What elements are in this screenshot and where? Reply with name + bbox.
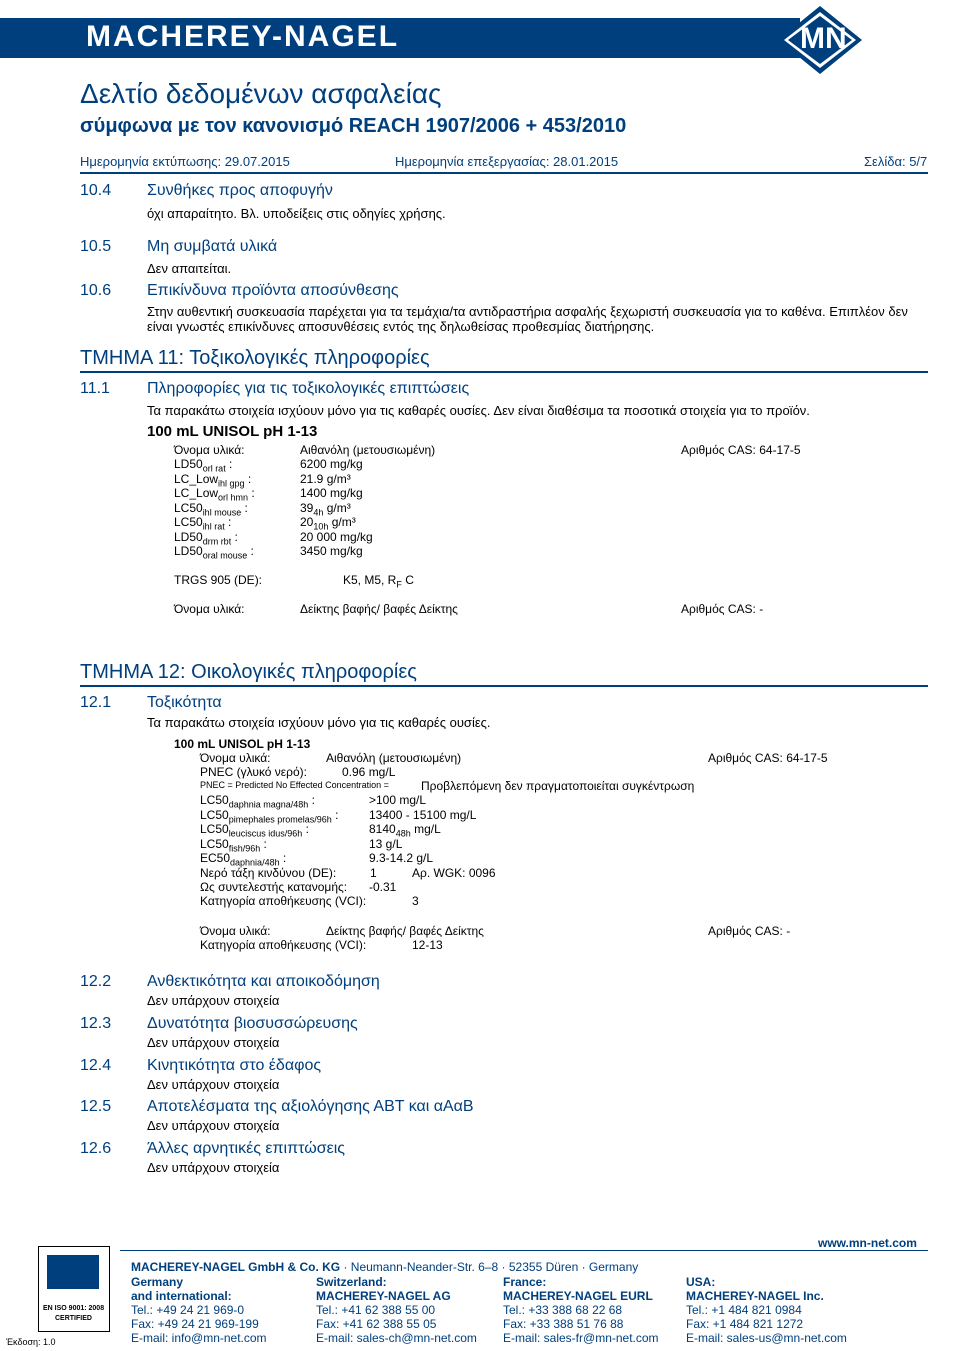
footer-email-link[interactable]: E-mail: sales-us@mn-net.com: [686, 1331, 847, 1345]
section-number: 10.5: [80, 238, 112, 255]
material-value: Αιθανόλη (μετουσιωμένη): [326, 751, 462, 765]
storage-class-value: 12-13: [412, 938, 443, 952]
footer-contact-line: Fax: +1 484 821 1272: [686, 1317, 804, 1331]
section-number: 12.3: [80, 1015, 112, 1032]
product-name: 100 mL UNISOL pH 1-13: [174, 737, 311, 751]
footer-contact-line: Fax: +49 24 21 969-199: [131, 1317, 259, 1331]
footer-website-link[interactable]: www.mn-net.com: [818, 1236, 917, 1250]
section-title: Τοξικότητα: [147, 694, 222, 711]
document-subtitle: σύμφωνα με τον κανονισμό REACH 1907/2006 + 453/2010: [80, 115, 627, 137]
material-label: Όνομα υλικά:: [200, 924, 271, 938]
wgk-label: Νερό τάξη κινδύνου (DE):: [200, 866, 337, 880]
section-number: 12.1: [80, 694, 112, 711]
material-value: Δείκτης βαφής/ βαφές Δείκτης: [326, 924, 484, 938]
footer-contact-line: Tel.: +41 62 388 55 00: [316, 1303, 436, 1317]
eco-row-label: $LC50_{pimephales promelas/96h}$ :: [200, 807, 339, 824]
section-text-line: Στην αυθεντική συσκευασία παρέχεται για τα τεμάχια/τα αντιδραστήρια ασφαλής ξεχωριστή συσκευασία για το καθένα. Επιπλέον δεν: [147, 304, 908, 319]
product-name: 100 mL UNISOL pH 1-13: [147, 423, 318, 440]
print-date: Ημερομηνία εκτύπωσης: 29.07.2015: [80, 154, 290, 169]
version: Έκδοση: 1.0: [6, 1337, 56, 1347]
part-heading: ΤΜΗΜΑ 11: Τοξικολογικές πληροφορίες: [80, 347, 430, 369]
page-number: Σελίδα: 5/7: [864, 154, 928, 169]
section-number: 10.4: [80, 182, 112, 199]
pnec-label: PNEC (γλυκό νερό):: [200, 765, 307, 779]
header-rule: [80, 172, 928, 174]
tox-row-value: 21.9 g/m³: [300, 471, 351, 486]
section-title: Συνθήκες προς αποφυγήν: [147, 182, 333, 199]
cert-text: EN ISO 9001: 2008: [43, 1305, 105, 1312]
part-heading: ΤΜΗΜΑ 12: Οικολογικές πληροφορίες: [80, 661, 417, 683]
footer-contact-line: Tel.: +1 484 821 0984: [686, 1303, 802, 1317]
footer-contact-line: Switzerland:: [316, 1275, 387, 1289]
footer-contact-line: Germany: [131, 1275, 184, 1289]
tox-row-value: 20 000 mg/kg: [300, 529, 373, 544]
trgs-value: K5, M5, $R_F$ C: [343, 573, 414, 590]
mn-logo-icon: [776, 4, 864, 76]
eco-row-label: $LC50_{daphnia magna/48h}$ :: [200, 793, 315, 810]
cas-number: Αριθμός CAS: 64-17-5: [681, 443, 801, 457]
section-title: Κινητικότητα στο έδαφος: [147, 1057, 322, 1074]
footer-contact-line: Tel.: +33 388 68 22 68: [503, 1303, 623, 1317]
trgs-label: TRGS 905 (DE):: [174, 573, 263, 587]
header-banner: [0, 0, 960, 76]
eco-row-value: 13400 - 15100 mg/L: [369, 807, 477, 822]
footer-contact-line: France:: [503, 1275, 547, 1289]
tox-row-label: $LD50_{orl rat}$ :: [174, 457, 233, 474]
edit-date: Ημερομηνία επεξεργασίας: 28.01.2015: [395, 154, 619, 169]
pnec-value: 0.96 mg/L: [342, 765, 396, 779]
eco-row-label: $LC50_{fish/96h}$ :: [200, 836, 267, 853]
section-title: Δυνατότητα βιοσυσσώρευσης: [147, 1015, 358, 1032]
section-text: Δεν απαιτείται.: [147, 261, 232, 276]
section-number: 12.6: [80, 1140, 112, 1157]
section-intro: Τα παρακάτω στοιχεία ισχύουν μόνο για τις καθαρές ουσίες. Δεν είναι διαθέσιμα τα ποσοτικά στοιχεία για το προϊόν.: [147, 403, 810, 418]
material-value: Αιθανόλη (μετουσιωμένη): [300, 443, 436, 457]
section-number: 12.5: [80, 1098, 112, 1115]
section-number: 11.1: [80, 380, 110, 397]
part-rule: [80, 685, 928, 687]
footer-rule: [120, 1250, 928, 1251]
eco-row-value: 9.3-14.2 g/L: [369, 851, 434, 865]
footer-contact-line: MACHEREY-NAGEL Inc.: [686, 1289, 824, 1303]
material-label: Όνομα υλικά:: [200, 751, 271, 765]
wgk-value: 1: [370, 866, 377, 880]
eco-row-value: >100 mg/L: [369, 793, 427, 807]
section-text: όχι απαραίτητο. Βλ. υποδείξεις στις οδηγίες χρήσης.: [147, 206, 446, 221]
iso-certificate-badge: [38, 1246, 110, 1332]
footer-company: MACHEREY-NAGEL GmbH & Co. KG: [131, 1260, 341, 1274]
part-rule: [80, 371, 928, 373]
footer-company-line: [131, 1260, 638, 1274]
tox-row-value: 6200 mg/kg: [300, 457, 363, 471]
footer-contact-line: and international:: [131, 1289, 232, 1303]
tox-row-value: 1400 mg/kg: [300, 486, 363, 500]
eco-row-label: $LC50_{leuciscus idus/96h}$ :: [200, 822, 309, 839]
section-title: Ανθεκτικότητα και αποικοδόμηση: [147, 973, 380, 990]
mn-logo-text: MN: [800, 22, 847, 55]
tox-row-label: LC_Low$_{orl hmn}$ :: [174, 486, 255, 503]
section-text: Δεν υπάρχουν στοιχεία: [147, 1035, 280, 1050]
cas-number: Αριθμός CAS: 64-17-5: [708, 751, 828, 765]
tox-row-label: $LD50_{drm rbt}$ :: [174, 529, 238, 546]
section-text: Δεν υπάρχουν στοιχεία: [147, 993, 280, 1008]
section-title: Μη συμβατά υλικά: [147, 238, 278, 255]
section-text-line: είναι γνωστές επικίνδυνες αποσυνθέσεις εντός της δηλωθείσας προθεσμίας διατήρησης.: [147, 319, 655, 334]
tox-row-label: $LC50_{ihl mouse}$ :: [174, 500, 248, 517]
partition-label: Ως συντελεστής κατανομής:: [200, 880, 348, 894]
pnec-note-en: PNEC = Predicted No Effected Concentration =: [200, 780, 389, 790]
tox-row-value: $39_{4h}$ g/m³: [300, 500, 351, 517]
eco-row-value: 13 g/L: [369, 836, 403, 851]
section-text: Δεν υπάρχουν στοιχεία: [147, 1160, 280, 1175]
footer-contact-line: USA:: [686, 1275, 716, 1289]
footer-contact-line: Fax: +41 62 388 55 05: [316, 1317, 437, 1331]
eco-row-label: $EC50_{daphnia/48h}$ :: [200, 851, 287, 868]
footer-contact-line: Tel.: +49 24 21 969-0: [131, 1303, 245, 1317]
eco-row-value: $8140_{48h}$ mg/L: [369, 822, 441, 839]
tox-row-value: 3450 mg/kg: [300, 544, 363, 558]
section-intro: Τα παρακάτω στοιχεία ισχύουν μόνο για τις καθαρές ουσίες.: [147, 715, 491, 730]
section-title: Επικίνδυνα προϊόντα αποσύνθεσης: [147, 282, 399, 299]
cert-text: CERTIFIED: [55, 1315, 92, 1322]
wgk-number: Αρ. WGK: 0096: [412, 866, 496, 880]
material-label: Όνομα υλικά:: [174, 443, 245, 457]
footer-address: · Neumann-Neander-Str. 6–8 · 52355 Düren · Germany: [340, 1260, 639, 1274]
storage-class-label: Κατηγορία αποθήκευσης (VCI):: [200, 938, 367, 952]
material-value: Δείκτης βαφής/ βαφές Δείκτης: [300, 602, 458, 616]
section-number: 12.2: [80, 973, 112, 990]
company-wordmark: MACHEREY-NAGEL: [86, 20, 400, 53]
pnec-note: Προβλεπόμενη δεν πραγματοποιείται συγκέντρωση: [421, 779, 695, 793]
cas-number: Αριθμός CAS: -: [708, 924, 791, 938]
section-number: 12.4: [80, 1057, 112, 1074]
section-text: Δεν υπάρχουν στοιχεία: [147, 1118, 280, 1133]
footer-contact-line: Fax: +33 388 51 76 88: [503, 1317, 624, 1331]
tox-row-label: $LC50_{ihl rat}$ :: [174, 515, 232, 532]
section-title: Πληροφορίες για τις τοξικολογικές επιπτώσεις: [147, 380, 470, 397]
storage-class-value: 3: [412, 894, 419, 908]
cert-logo-icon: [47, 1255, 99, 1289]
document-title: Δελτίο δεδομένων ασφαλείας: [80, 78, 442, 109]
section-title: Άλλες αρνητικές επιπτώσεις: [147, 1140, 346, 1157]
material-label: Όνομα υλικά:: [174, 602, 245, 616]
section-title: Αποτελέσματα της αξιολόγησης ΑΒΤ και αΑαΒ: [147, 1098, 474, 1115]
footer-contact-line: MACHEREY-NAGEL AG: [316, 1289, 451, 1303]
tox-row-label: LC_Low$_{ihl gpg}$ :: [174, 471, 252, 488]
footer-email-link[interactable]: E-mail: info@mn-net.com: [131, 1331, 267, 1345]
storage-class-label: Κατηγορία αποθήκευσης (VCI):: [200, 894, 367, 908]
section-number: 10.6: [80, 282, 112, 299]
tox-row-value: $20_{10h}$ g/m³: [300, 515, 356, 532]
footer-email-link[interactable]: E-mail: sales-fr@mn-net.com: [503, 1331, 659, 1345]
footer-email-link[interactable]: E-mail: sales-ch@mn-net.com: [316, 1331, 477, 1345]
section-text: Δεν υπάρχουν στοιχεία: [147, 1077, 280, 1092]
cas-number: Αριθμός CAS: -: [681, 602, 764, 616]
footer-contact-line: MACHEREY-NAGEL EURL: [503, 1289, 653, 1303]
partition-value: -0.31: [369, 880, 397, 894]
tox-row-label: $LD50_{oral mouse}$ :: [174, 544, 254, 561]
